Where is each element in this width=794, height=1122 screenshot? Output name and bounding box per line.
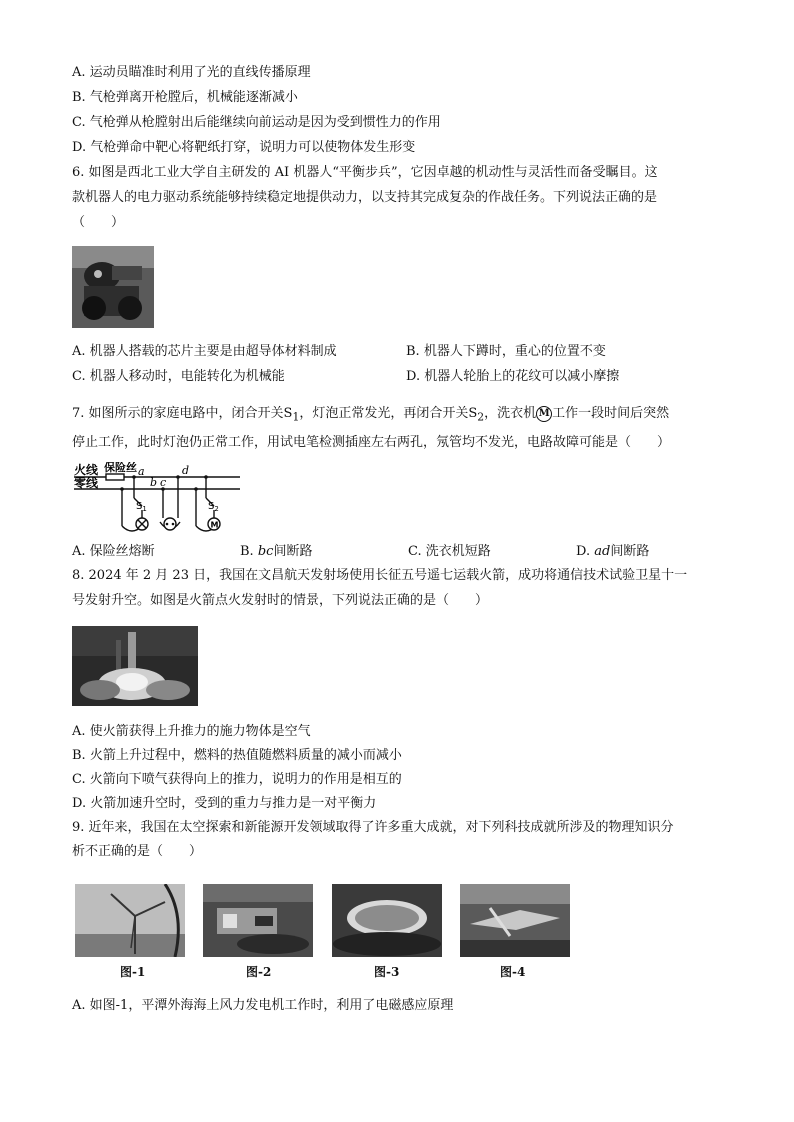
q5-option-a: A. 运动员瞄准时利用了光的直线传播原理 [72,65,311,80]
switch-s1-label: $S_1$ [136,501,147,513]
motor-label: M [210,520,219,530]
robot-photo [72,246,154,328]
q6-stem-line3: （ ） [72,215,125,230]
q8-option-d: D. 火箭加速升空时，受到的重力与推力是一对平衡力 [72,796,377,811]
q7-stem-part1: 7. 如图所示的家庭电路中，闭合开关S [72,406,293,421]
q9-stem-line2: 析不正确的是（ ） [72,844,203,859]
circuit-diagram [72,462,242,538]
live-wire-label: 火线 [74,463,99,477]
motor-symbol-text: M [538,407,550,419]
q7-stem-part3: ，洗衣机 [484,406,537,421]
node-c-label: c [160,476,167,489]
q6-option-d: D. 机器人轮胎上的花纹可以减小摩擦 [406,369,620,384]
neutral-wire-label: 零线 [74,476,99,490]
node-a-label: a [138,465,145,478]
q8-stem-line2: 号发射升空。如图是火箭点火发射时的情景，下列说法正确的是（ ） [72,593,489,608]
q7-stem-part4: 工作一段时间后突然 [552,406,670,421]
q7-option-d: D. ad间断路 [576,544,650,559]
q5-option-b: B. 气枪弹离开枪膛后，机械能逐渐减小 [72,90,298,105]
switch-s2-label: $S_2$ [208,501,219,513]
q6-stem-line1: 6. 如图是西北工业大学自主研发的 AI 机器人“平衡步兵”，它因卓越的机动性与灵活性而备受瞩目。这 [72,165,658,180]
rocket-launch-photo [72,626,198,706]
figure-2-photo [203,884,313,957]
figure-2-caption: 图-2 [246,965,272,979]
motor-icon [536,406,552,422]
node-d-label: d [182,464,190,477]
q8-stem-line1: 8. 2024 年 2 月 23 日，我国在文昌航天发射场使用长征五号遥七运载火箭，成功将通信技术试验卫星十一 [72,568,688,583]
q8-option-a: A. 使火箭获得上升推力的施力物体是空气 [72,724,311,739]
q8-option-b: B. 火箭上升过程中，燃料的热值随燃料质量的减小而减小 [72,748,402,763]
q7-option-a: A. 保险丝熔断 [72,544,155,559]
figure-4-photo [460,884,570,957]
figure-1-caption: 图-1 [120,965,146,979]
s1-subscript: 1 [292,410,300,424]
s2-subscript: 2 [477,410,485,424]
q9-option-a: A. 如图-1，平潭外海海上风力发电机工作时，利用了电磁感应原理 [72,998,454,1013]
figure-3-photo [332,884,442,957]
figure-1-wind-turbine [75,884,185,957]
q7-option-b: B. bc间断路 [240,544,313,559]
q6-option-b: B. 机器人下蹲时，重心的位置不变 [406,344,606,359]
q7-option-c: C. 洗衣机短路 [408,544,491,559]
q8-option-c: C. 火箭向下喷气获得向上的推力，说明力的作用是相互的 [72,772,402,787]
q6-option-a: A. 机器人搭载的芯片主要是由超导体材料制成 [72,344,337,359]
q5-option-d: D. 气枪弹命中靶心将靶纸打穿，说明力可以使物体发生形变 [72,140,416,155]
q9-stem-line1: 9. 近年来，我国在太空探索和新能源开发领域取得了许多重大成就，对下列科技成就所涉及的物理知识分 [72,820,674,835]
q7-stem-line1 [72,404,669,428]
q7-stem-part2: ，灯泡正常发光，再闭合开关S [299,406,478,421]
q6-stem-line2: 款机器人的电力驱动系统能够持续稳定地提供动力，以支持其完成复杂的作战任务。下列说法正确的是 [72,190,658,205]
figure-4-caption: 图-4 [500,965,526,979]
fuse-label: 保险丝 [104,462,137,474]
figure-3-caption: 图-3 [374,965,400,979]
q7-stem-line2: 停止工作，此时灯泡仍正常工作，用试电笔检测插座左右两孔，氖管均不发光，电路故障可能是（ ） [72,435,671,450]
q6-option-c: C. 机器人移动时，电能转化为机械能 [72,369,285,384]
node-b-label: b [150,476,158,489]
q5-option-c: C. 气枪弹从枪膛射出后能继续向前运动是因为受到惯性力的作用 [72,115,441,130]
